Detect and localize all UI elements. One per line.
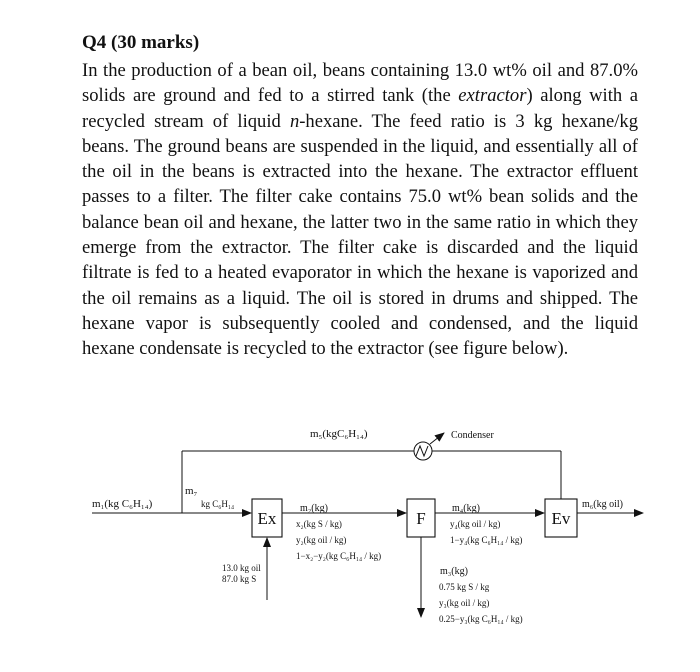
m1-label: m₁(kg C₆H₁₄) (92, 498, 153, 510)
condenser-pointer (430, 433, 444, 444)
stream2-l2: x₂(kg S / kg) (296, 519, 342, 529)
stream4-l1: m₄(kg) (452, 503, 480, 514)
stream4-l3: 1−y₄(kg C₆H₁₄ / kg) (450, 535, 523, 545)
heading: Q4 (30 marks) (82, 32, 200, 53)
stream4-l2: y₄(kg oil / kg) (450, 519, 501, 529)
statement-part-1: In the production of a bean oil, beans containing 13.0 wt% oil and 87.0% solids are ground and fed to a stirred tank (the (82, 60, 638, 107)
statement-part-3: -hexane. The feed ratio is 3 kg hexane/kg beans. The ground beans are suspended in the liquid, and essentially all of the oil in the beans is extracted into the hexane. The extractor effluent passes to a filter. The filter cake contains 75.0 wt% bean solids and the balance bean oil and hexane, the latter two in the same ratio in which they emerge from the extractor. The filter cake is discarded and the liquid filtrate is fed to a heated evaporator in which the hexane is vaporized and the oil remains as a liquid. The oil is stored in drums and shipped. The hexane vapor is subsequently cooled and condensed, and the liquid hexane condensate is recycled to the extractor (see figure below). (82, 110, 638, 360)
stream2-l1: m₂(kg) (300, 503, 328, 514)
stream3-l2: 0.75 kg S / kg (439, 582, 490, 592)
extractor-label: Ex (257, 509, 277, 528)
statement-part-2: ) along with a recycled stream of liquid (82, 85, 638, 132)
bean-oil-label: 13.0 kg oil (222, 563, 261, 573)
condenser-icon (414, 442, 432, 460)
m6-label: m₆(kg oil) (582, 499, 623, 510)
statement-extractor-term: extractor (458, 85, 527, 107)
stream2-l3: y₂(kg oil / kg) (296, 535, 347, 545)
bean-solids-label: 87.0 kg S (222, 574, 257, 584)
stream2-l4: 1−x₂−y₂(kg C₆H₁₄ / kg) (296, 551, 382, 561)
stream3-l3: y₃(kg oil / kg) (439, 598, 490, 608)
m5-label: m₅(kgC₆H₁₄) (310, 428, 368, 440)
statement-n-term: n (289, 110, 300, 132)
stream3-l1: m₃(kg) (440, 566, 468, 577)
evaporator-label: Ev (551, 509, 571, 528)
m7-label: m₇ (185, 485, 198, 497)
stream3-l4: 0.25−y₃(kg C₆H₁₄ / kg) (439, 614, 523, 624)
filter-label: F (416, 509, 426, 528)
condenser-label: Condenser (451, 430, 494, 441)
m7-units: kg C₆H₁₄ (201, 499, 235, 509)
